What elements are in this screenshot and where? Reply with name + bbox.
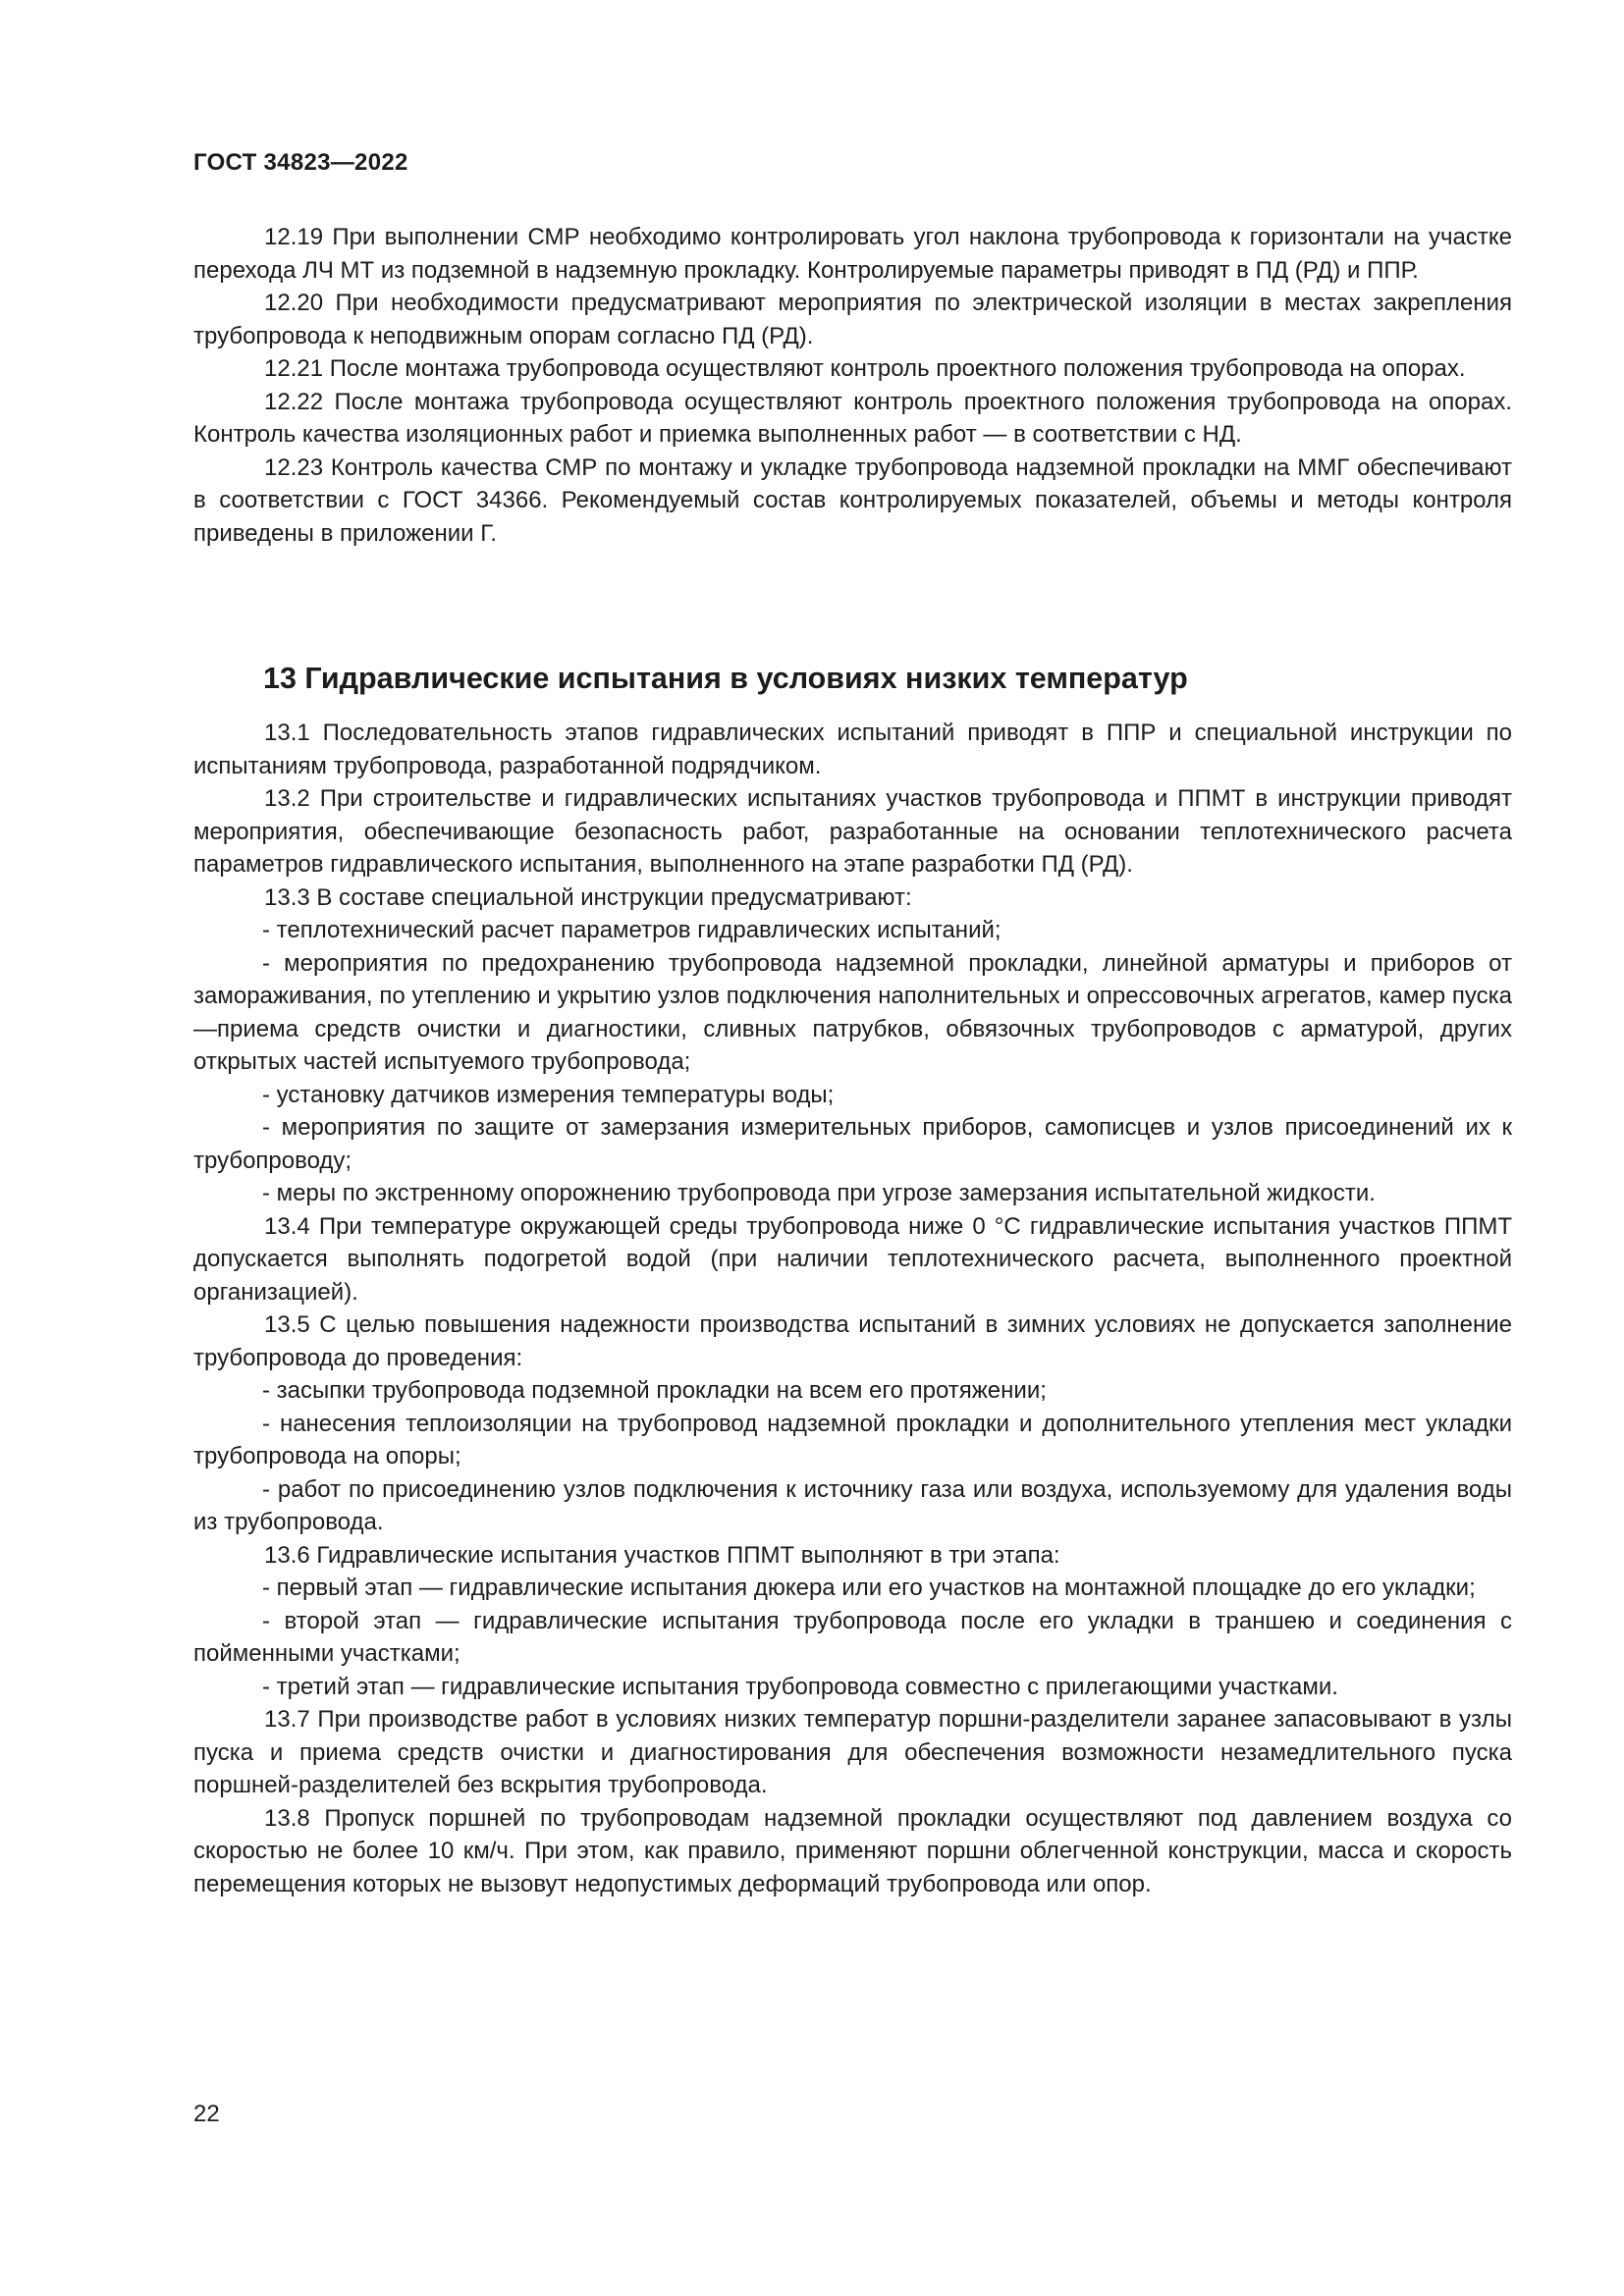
paragraph-13-5: 13.5 С целью повышения надежности производства испытаний в зимних условиях не допускается заполнение трубопровода до проведения:	[193, 1311, 1512, 1371]
page-number: 22	[193, 2101, 220, 2127]
paragraph-13-3: 13.3 В составе специальной инструкции предусматривают:	[264, 883, 912, 911]
list-item: - нанесения теплоизоляции на трубопровод надземной прокладки и дополнительного утепления мест укладки трубопровода на опоры;	[193, 1410, 1512, 1469]
paragraph-13-6: 13.6 Гидравлические испытания участков ППМТ выполняют в три этапа:	[264, 1541, 1060, 1569]
list-item: - мероприятия по защите от замерзания измерительных приборов, самописцев и узлов присоединений их к трубопроводу;	[193, 1114, 1512, 1174]
list-item: - установку датчиков измерения температуры воды;	[262, 1081, 835, 1108]
paragraph-12-23: 12.23 Контроль качества СМР по монтажу и укладке трубопровода надземной прокладки на ММГ обеспечивают в соответствии с ГОСТ 34366. Рекомендуемый состав контролируемых показателей, объемы и методы контроля приведены в приложении Г.	[193, 454, 1512, 547]
list-item: - первый этап — гидравлические испытания дюкера или его участков на монтажной площадке до его укладки;	[262, 1575, 1476, 1601]
paragraph-13-7: 13.7 При производстве работ в условиях низких температур поршни-разделители заранее запасовывают в узлы пуска и приема средств очистки и диагностирования для обеспечения возможности незамедлительного пуска поршней-разделителей без вскрытия трубопровода.	[193, 1706, 1512, 1798]
section-13-body	[193, 717, 1512, 1900]
paragraph-13-8: 13.8 Пропуск поршней по трубопроводам надземной прокладки осуществляют под давлением воздуха со скоростью не более 10 км/ч. При этом, как правило, применяют поршни облегченной конструкции, масса и скорость перемещения которых не вызовут недопустимых деформаций трубопровода или опор.	[193, 1804, 1512, 1897]
paragraph-12-22: 12.22 После монтажа трубопровода осуществляют контроль проектного положения трубопровода на опорах. Контроль качества изоляционных работ и приемка выполненных работ — в соответствии с НД.	[193, 388, 1512, 448]
paragraph-13-4: 13.4 При температуре окружающей среды трубопровода ниже 0 °С гидравлические испытания участков ППМТ допускается выполнять подогретой водой (при наличии теплотехнического расчета, выполненного проектной организацией).	[193, 1212, 1512, 1306]
list-item: - засыпки трубопровода подземной прокладки на всем его протяжении;	[262, 1377, 1047, 1404]
list-item: - второй этап — гидравлические испытания трубопровода после его укладки в траншею и соединения с пойменными участками;	[193, 1607, 1512, 1667]
list-item: - меры по экстренному опорожнению трубопровода при угрозе замерзания испытательной жидкости.	[262, 1180, 1376, 1206]
section-13-heading: 13 Гидравлические испытания в условиях низких температур	[263, 662, 1188, 695]
document-header: ГОСТ 34823—2022	[193, 149, 408, 176]
list-item: - работ по присоединению узлов подключения к источнику газа или воздуха, используемому для удаления воды из трубопровода.	[193, 1475, 1512, 1535]
paragraph-12-21: 12.21 После монтажа трубопровода осуществляют контроль проектного положения трубопровода на опорах.	[264, 355, 1466, 382]
paragraph-13-2: 13.2 При строительстве и гидравлических испытаниях участков трубопровода и ППМТ в инструкции приводят мероприятия, обеспечивающие безопасность работ, разработанные на основании теплотехнического расчета параметров гидравлического испытания, выполненного на этапе разработки ПД (РД).	[193, 785, 1512, 878]
paragraph-12-19: 12.19 При выполнении СМР необходимо контролировать угол наклона трубопровода к горизонтали на участке перехода ЛЧ МТ из подземной в надземную прокладку. Контролируемые параметры приводят в ПД (РД) и ППР.	[193, 224, 1512, 284]
list-item: - третий этап — гидравлические испытания трубопровода совместно с прилегающими участками.	[262, 1673, 1338, 1700]
list-item: - теплотехнический расчет параметров гидравлических испытаний;	[262, 917, 1001, 943]
paragraph-13-1: 13.1 Последовательность этапов гидравлических испытаний приводят в ППР и специальной инструкции по испытаниям трубопровода, разработанной подрядчиком.	[193, 720, 1512, 779]
section-12-body	[193, 221, 1512, 550]
list-item: - мероприятия по предохранению трубопровода надземной прокладки, линейной арматуры и приборов от замораживания, по утеплению и укрытию узлов подключения наполнительных и опрессовочных агрегатов, камер пуска—приема средств очистки и диагностики, сливных патрубков, обвязочных трубопроводов с арматурой, других открытых частей испытуемого трубопровода;	[193, 949, 1512, 1075]
paragraph-12-20: 12.20 При необходимости предусматривают мероприятия по электрической изоляции в местах закрепления трубопровода к неподвижным опорам согласно ПД (РД).	[193, 290, 1512, 349]
